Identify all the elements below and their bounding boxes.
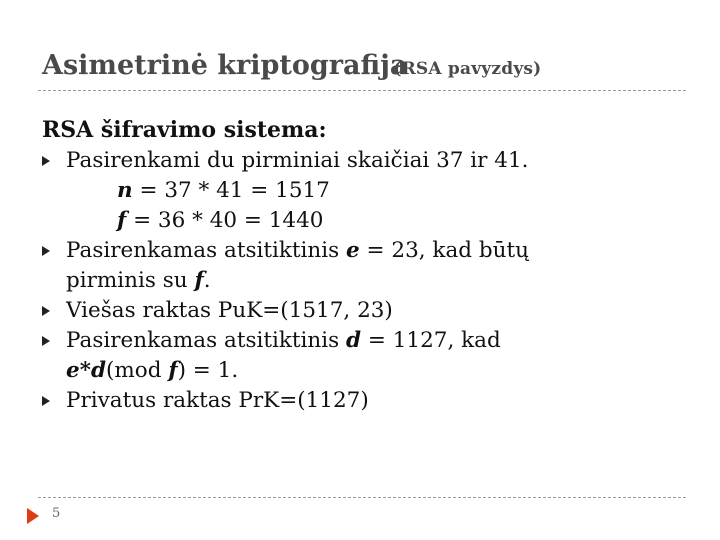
bullet-text-part: .	[203, 268, 211, 293]
section-heading: RSA šifravimo sistema:	[42, 117, 327, 143]
footer-divider	[38, 497, 686, 498]
bullet-text-part: Pasirenkamas atsitiktinis	[66, 238, 347, 263]
title-subtitle: (RSA pavyzdys)	[393, 59, 542, 79]
list-item	[42, 236, 682, 296]
bullet-text: Viešas raktas PuK=(1517, 23)	[66, 298, 393, 323]
var-n: n	[117, 178, 133, 203]
bullet-arrow-icon	[42, 336, 50, 346]
bullet-text-part: Pasirenkamas atsitiktinis	[66, 328, 347, 353]
calc-f-expr: = 36 * 40 = 1440	[126, 208, 324, 233]
list-item	[42, 296, 682, 326]
var-f: f	[194, 268, 204, 293]
var-e: e	[66, 358, 80, 383]
slide-title	[42, 50, 541, 81]
bullet-text-part: = 1127, kad	[361, 328, 501, 353]
bullet-arrow-icon	[42, 156, 50, 166]
var-e: e	[346, 238, 360, 263]
bullet-text-part: pirminis su	[66, 268, 195, 293]
list-item	[42, 386, 682, 416]
list-item	[42, 326, 682, 386]
bullet-arrow-icon	[42, 396, 50, 406]
multiply-sign: *	[79, 358, 91, 383]
calc-f	[42, 206, 682, 236]
var-f: f	[117, 208, 127, 233]
bullet-text: Pasirenkami du pirminiai skaičiai 37 ir 41.	[66, 148, 529, 173]
calc-n-expr: = 37 * 41 = 1517	[132, 178, 330, 203]
page-arrow-icon	[27, 508, 39, 524]
title-divider	[38, 90, 686, 91]
var-d: d	[346, 328, 362, 353]
slide-body	[42, 114, 682, 416]
var-d: d	[90, 358, 106, 383]
bullet-arrow-icon	[42, 306, 50, 316]
calc-n	[42, 176, 682, 206]
var-f: f	[168, 358, 178, 383]
list-item	[42, 146, 682, 176]
bullet-arrow-icon	[42, 246, 50, 256]
bullet-text-part: ) = 1.	[177, 358, 239, 383]
page-number: 5	[52, 506, 61, 521]
title-main: Asimetrinė kriptografija	[42, 50, 408, 81]
bullet-text-part: = 23, kad būtų	[359, 238, 529, 263]
bullet-text-part: (mod	[105, 358, 169, 383]
bullet-text: Privatus raktas PrK=(1127)	[66, 388, 369, 413]
